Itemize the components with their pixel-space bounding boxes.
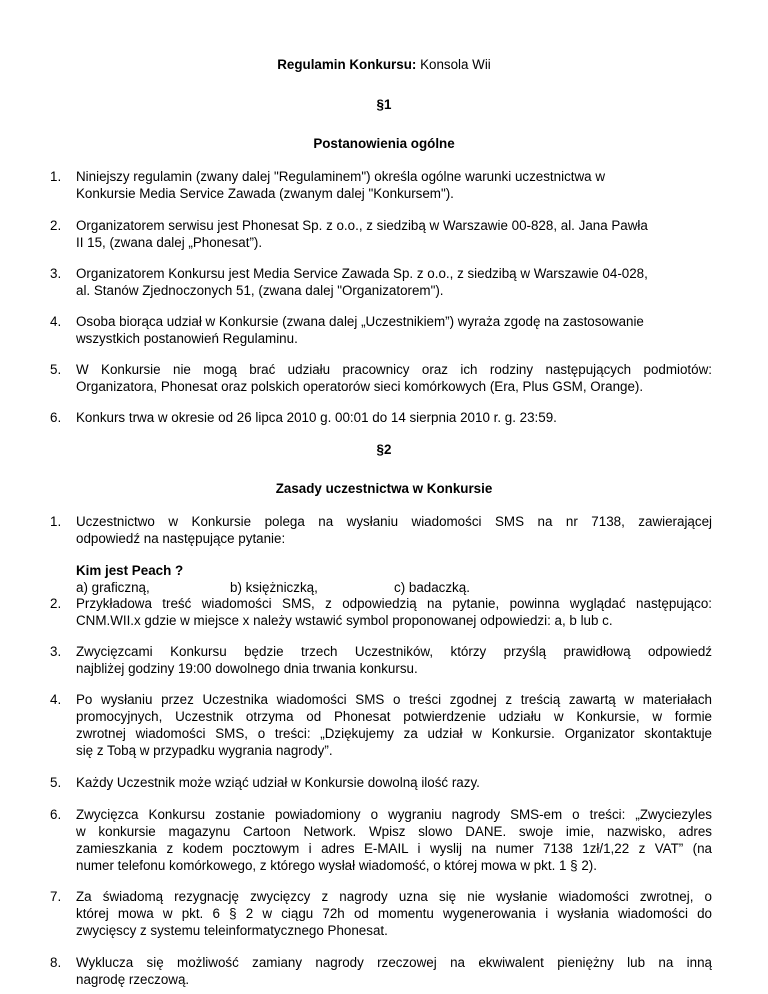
list-item: 5. W Konkursie nie mogą brać udziału pracownicy oraz ich rodziny następujących podmiotów: Organizatora, Phonesat oraz polskich operatorów sieci komórkowych (Era, Plus GSM, Orange). (50, 362, 712, 394)
list-item: 4. Osoba biorąca udział w Konkursie (zwana dalej „Uczestnikiem”) wyraża zgodę na zastosowanie wszystkich postanowień Regulaminu. (50, 314, 644, 346)
list-item: 6. Zwycięzca Konkursu zostanie powiadomiony o wygraniu nagrody SMS-em o treści: „Zwyciezyles w konkursie magazynu Cartoon Network. Wpisz slowo DANE. swoje imie, nazwisko, adres zamieszkania z kodem pocztowym i adres E-MAIL i wyslij na numer 7138 1zł/1,22 z VAT” (na numer telefonu komórkowego, z którego wysłał wiadomość, o której mowa w pkt. 1 § 2). (50, 807, 712, 873)
section-1-mark: §1 (376, 97, 392, 112)
list-item: 1. Niniejszy regulamin (zwany dalej "Regulaminem") określa ogólne warunki uczestnictwa w Konkursie Media Service Zawada (zwanym dalej "Konkursem"). (50, 169, 605, 201)
option-b: b) księżniczką, (230, 580, 318, 595)
list-item: 6. Konkurs trwa w okresie od 26 lipca 2010 g. 00:01 do 14 sierpnia 2010 r. g. 23:59. (50, 410, 557, 425)
section-1-heading: Postanowienia ogólne (313, 136, 455, 151)
option-c: c) badaczką. (394, 580, 470, 595)
answer-options (76, 579, 712, 596)
list-item: 1. Uczestnictwo w Konkursie polega na wysłaniu wiadomości SMS na nr 7138, zawierającej odpowiedź na następujące pytanie: Kim jest Peach ? a) graficzną, b) księżniczką, c) badaczką. (50, 514, 712, 595)
list-item: 2. Organizatorem serwisu jest Phonesat Sp. z o.o., z siedzibą w Warszawie 00-828, al. Jana Pawła II 15, (zwana dalej „Phonesat”). (50, 218, 648, 250)
list-item: 7. Za świadomą rezygnację zwycięzcy z nagrody uzna się nie wysłanie wiadomości zwrotnej, o której mowa w pkt. 6 § 2 w ciągu 72h od momentu wygenerowania i wysłania wiadomości do zwycięscy z systemu teleinformatycznego Phonesat. (50, 889, 712, 938)
list-item: 2. Przykładowa treść wiadomości SMS, z odpowiedzią na pytanie, powinna wyglądać następująco: CNM.WII.x gdzie w miejsce x należy wstawić symbol proponowanej odpowiedzi: a, b lub c. (50, 596, 712, 628)
list-item: 3. Organizatorem Konkursu jest Media Service Zawada Sp. z o.o., z siedzibą w Warszawie 04-028, al. Stanów Zjednoczonych 51, (zwana dalej "Organizatorem"). (50, 266, 648, 298)
document-title (0, 56, 768, 73)
title-rest: Konsola Wii (416, 57, 491, 72)
option-a: a) graficzną, (76, 580, 150, 595)
section-2-heading: Zasady uczestnictwa w Konkursie (275, 481, 493, 496)
title-bold: Regulamin Konkursu: (277, 57, 417, 72)
question: Kim jest Peach ? (76, 563, 184, 578)
section-2-mark: §2 (376, 442, 392, 457)
list-item: 4. Po wysłaniu przez Uczestnika wiadomości SMS o treści zgodnej z treścią zawartą w materiałach promocyjnych, Uczestnik otrzyma od Phonesat potwierdzenie udziału w Konkursie, w formie zwrotnej wiadomości SMS, o treści: „Dziękujemy za udział w Konkursie. Organizator skontaktuje się z Tobą w przypadku wygrania nagrody”. (50, 692, 712, 758)
list-item: 3. Zwycięzcami Konkursu będzie trzech Uczestników, którzy przyślą prawidłową odpowiedź najbliżej godziny 19:00 dowolnego dnia trwania konkursu. (50, 644, 712, 676)
list-item: 8. Wyklucza się możliwość zamiany nagrody rzeczowej na ekwiwalent pieniężny lub na inną nagrodę rzeczową. (50, 955, 712, 987)
list-item: 5. Każdy Uczestnik może wziąć udział w Konkursie dowolną ilość razy. (50, 775, 480, 790)
